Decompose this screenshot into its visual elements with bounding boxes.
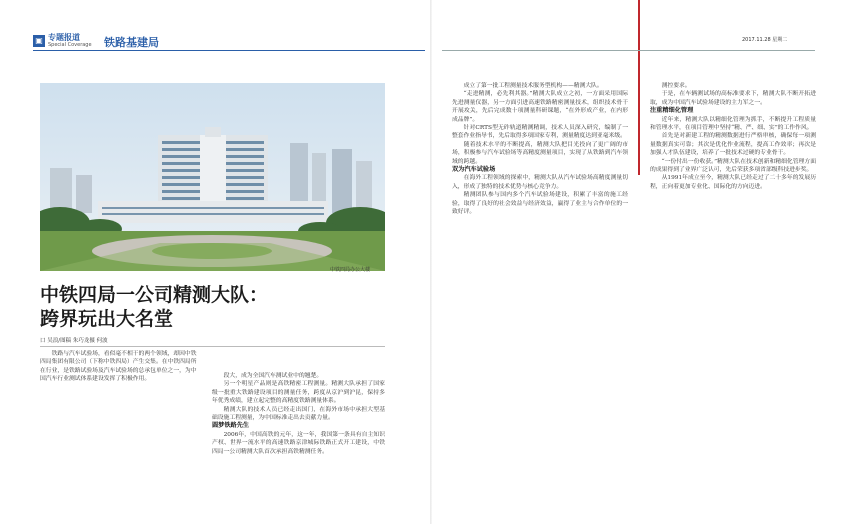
paragraph: 2006年，中国高铁的元年，这一年，我国第一条具有自主知识产权、世界一流水平的高速铁路京津城际铁路正式开工建设，中铁四局一公司精测大队首次承担高铁精测任务。 — [212, 431, 385, 455]
paragraph: 从1991年成立至今，精测大队已经走过了二十多年的发展历程，正向着更加专业化、国际化的方向迈进。 — [650, 175, 816, 190]
headline-line-1: 中铁四局一公司精测大队： — [40, 284, 269, 306]
paragraph: 首先是对新建工程的精测数据进行严格审核，确保每一项测量数据真实可靠；其次是优化作业流程，提高工作效率；再次是加强人才队伍建设，培养了一批技术过硬的专业骨干。 — [650, 133, 816, 157]
paragraph: 另一个明星产品则是高铁精密工程测量。精测大队承担了国家级一批重大铁路建设项目的测量任务，跨度从京沪到沪昆，保持多年优秀成绩，建立起完整的高精度铁路测量体系。 — [212, 381, 385, 405]
article-column-4 — [650, 82, 816, 520]
column-rule — [638, 0, 640, 175]
header-rule-right — [442, 50, 815, 51]
photo-caption: 中铁四局办公大楼 — [330, 267, 371, 273]
article-column-3 — [452, 82, 628, 520]
paragraph: 精测大队的技术人员已经走出国门，在海外市场中承担大型基础设施工程测量，为中国标准走出去贡献力量。 — [212, 406, 385, 422]
subheading: 双为汽车试验场 — [452, 166, 496, 174]
headline-rule — [40, 346, 385, 347]
section-label: 专题报道 — [48, 33, 80, 42]
paragraph: “走进精测，必先利其器。”精测大队成立之初，一方面采用国际先进测量仪器，另一方面引进高速铁路精密测量技术，组织技术骨干开展攻关，先后完成数十项测量科研课题，“在外形成产业，在内形成品牌”。 — [452, 91, 628, 123]
paragraph: 成立了第一批工程测量技术服务型机构——精测大队。 — [463, 83, 603, 89]
page-gutter — [430, 0, 432, 524]
lede-paragraph: 铁路与汽车试验场，看似毫不相干的两个领域，却因中铁四局集团有限公司（下称中铁四局）产生交集。在中铁四局所在行业，是铁路试验场及汽车试验场的总承包单位之一，为中国汽车行业测试体系建设发挥了积极作用。 — [40, 351, 197, 383]
subheading: 圆梦铁路先生 — [212, 422, 250, 430]
paragraph: 于是，在车辆测试场的高标准要求下，精测大队不断开拓进取，成为中国汽车试验场建设的主力军之一。 — [650, 91, 816, 106]
article-byline: 口 吴浪/图稿 朱巧龙摄 何波 — [40, 338, 108, 344]
paragraph: 随着技术水平的不断提高，精测大队把目光投向了更广阔的市场，积极参与汽车试验场等高精度测量项目，实现了从铁路到汽车领域的跨越。 — [452, 141, 628, 165]
subheading: 注重精细化管理 — [650, 107, 694, 115]
paragraph: 测控要求。 — [661, 83, 691, 89]
header-rule-left — [33, 50, 425, 51]
article-column-2 — [212, 372, 385, 522]
office-building-image — [40, 83, 385, 271]
section-logo-icon: ▣ — [33, 35, 45, 47]
paragraph: 针对CRTS型无砟轨道精测精调，技术人员深入研究，编制了一整套作业指导书，先后取得多项国家专利，测量精度达到亚毫米级。 — [452, 125, 628, 140]
paragraph: 近年来，精测大队以精细化管理为抓手，不断提升工程质量和管理水平，在项目管理中坚持“精、严、细、实”的工作作风。 — [650, 116, 816, 132]
paragraph: 精测团队参与国内多个汽车试验场建设，积累了丰富的施工经验，取得了良好的社会效益与经济效益，赢得了业主与合作单位的一致好评。 — [452, 192, 628, 216]
article-headline — [40, 283, 268, 331]
issue-date: 2017.11.28 星期二 — [742, 37, 788, 43]
paragraph: 在海外工程领域的探索中，精测大队从汽车试验场高精度测量切入，形成了独特的技术优势与核心竞争力。 — [452, 175, 628, 190]
column-title: 铁路基建局 — [104, 36, 159, 49]
paragraph: 段大，成为全国汽车测试业中的翘楚。 — [223, 373, 323, 379]
section-label-en: Special Coverage — [48, 42, 92, 48]
headline-line-2: 跨界玩出大名堂 — [40, 308, 174, 330]
building-photo — [40, 83, 385, 271]
paragraph: “一份付出一份收获。”精测大队在技术创新和精细化管理方面的成果得到了业界广泛认可，先后荣获多项省部级科技进步奖。 — [650, 158, 816, 174]
